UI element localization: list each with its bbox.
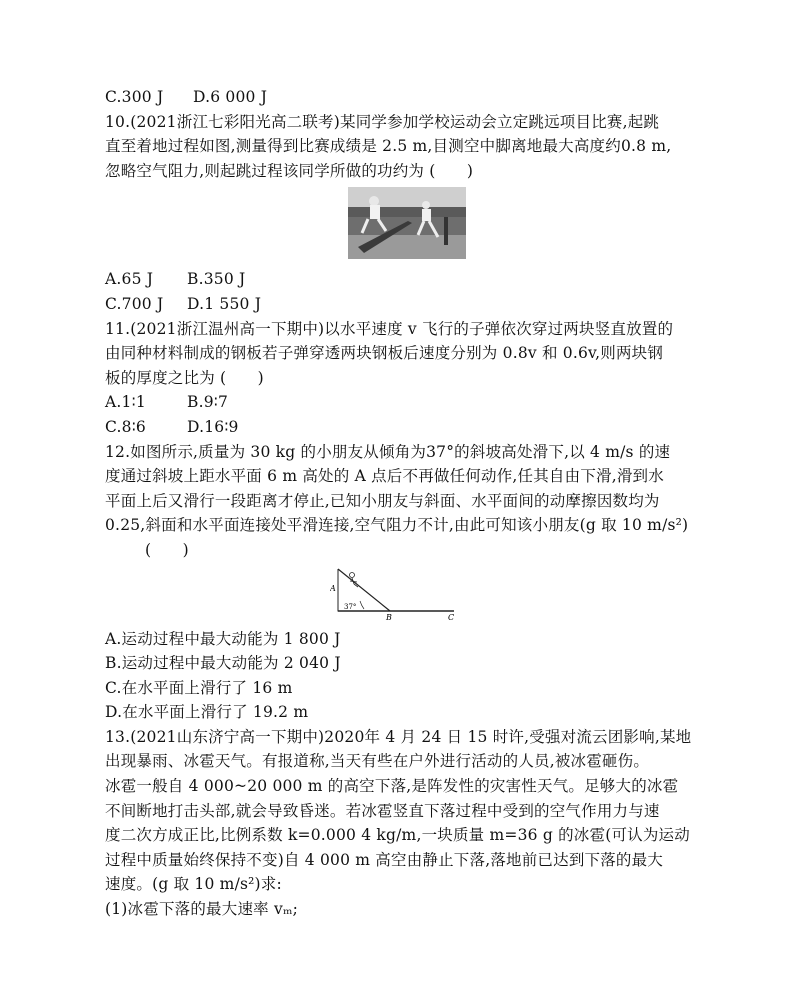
figure-label-angle: 37° — [344, 602, 357, 611]
q11-option-a: A.1∶1 — [105, 393, 146, 412]
q13-line-2: 出现暴雨、冰雹天气。有报道称,当天有些在户外进行活动的人员,被冰雹砸伤。 — [105, 752, 650, 771]
q12-answer-paren: ( ) — [145, 540, 189, 559]
q13-line-1: 13.(2021山东济宁高一下期中)2020年 4 月 24 日 15 时许,受强对流云团影响,某地 — [105, 727, 692, 746]
q12-option-b: B.运动过程中最大动能为 2 040 J — [105, 654, 341, 673]
q11-options-row2 — [105, 415, 705, 440]
figure-label-c: C — [448, 612, 455, 622]
q11-options-row1 — [105, 390, 705, 415]
q10-figure — [105, 183, 705, 267]
q12-option-c: C.在水平面上滑行了 16 m — [105, 678, 293, 697]
q12-figure — [105, 563, 705, 627]
q11-option-c: C.8∶6 — [105, 417, 146, 436]
q12-line-1: 12.如图所示,质量为 30 kg 的小朋友从倾角为37°的斜坡高处滑下,以 4 m/s 的速 — [105, 442, 671, 461]
q12-option-d: D.在水平面上滑行了 19.2 m — [105, 703, 309, 722]
q13-line-3: 冰雹一般自 4 000~20 000 m 的高空下落,是阵发性的灾害性天气。足够大的冰雹 — [105, 777, 679, 796]
q12-option-a: A.运动过程中最大动能为 1 800 J — [105, 629, 341, 648]
q11-line-3: 板的厚度之比为 ( ) — [105, 368, 264, 387]
q10-line-2: 直至着地过程如图,测量得到比赛成绩是 2.5 m,目测空中脚离地最大高度约0.8 m, — [105, 137, 672, 156]
q9-options — [105, 85, 705, 110]
question-13 — [105, 725, 705, 922]
q11-option-d: D.16∶9 — [187, 417, 239, 436]
question-11 — [105, 317, 705, 440]
q10-option-d: D.1 550 J — [187, 294, 262, 313]
q10-line-1: 10.(2021浙江七彩阳光高二联考)某同学参加学校运动会立定跳远项目比赛,起跳 — [105, 112, 660, 131]
q13-line-7: 速度。(g 取 10 m/s²)求: — [105, 875, 282, 894]
q13-subquestion-1: (1)冰雹下落的最大速率 vₘ; — [105, 900, 299, 919]
q10-options-row1 — [105, 267, 705, 292]
document-page — [105, 85, 705, 922]
q12-line-2: 度通过斜坡上距水平面 6 m 高处的 A 点后不再做任何动作,任其自由下滑,滑到水 — [105, 467, 664, 486]
q13-line-5: 度二次方成正比,比例系数 k=0.000 4 kg/m,一块质量 m=36 g 的冰雹(可认为运动 — [105, 826, 690, 845]
question-10 — [105, 110, 705, 317]
q12-line-3: 平面上后又滑行一段距离才停止,已知小朋友与斜面、水平面间的动摩擦因数均为 — [105, 491, 660, 510]
figure-label-a: A — [330, 583, 336, 593]
q9-option-d: D.6 000 J — [193, 88, 268, 106]
slope-diagram — [330, 565, 470, 623]
figure-label-b: B — [386, 612, 392, 622]
q10-option-b: B.350 J — [187, 270, 246, 289]
long-jump-photo — [348, 187, 466, 259]
q10-option-a: A.65 J — [105, 270, 154, 289]
q11-line-2: 由同种材料制成的钢板若子弹穿透两块钢板后速度分别为 0.8v 和 0.6v,则两块钢 — [105, 344, 664, 363]
q9-option-c: C.300 J — [105, 88, 164, 106]
q10-options-row2 — [105, 292, 705, 317]
q13-line-4: 不间断地打击头部,就会导致昏迷。若冰雹竖直下落过程中受到的空气作用力与速 — [105, 801, 660, 820]
q11-line-1: 11.(2021浙江温州高一下期中)以水平速度 v 飞行的子弹依次穿过两块竖直放置的 — [105, 319, 674, 338]
q10-line-3: 忽略空气阻力,则起跳过程该同学所做的功约为 ( ) — [105, 161, 474, 180]
q10-option-c: C.700 J — [105, 294, 164, 313]
q11-option-b: B.9∶7 — [187, 393, 229, 412]
question-12 — [105, 440, 705, 725]
q13-line-6: 过程中质量始终保持不变)自 4 000 m 高空由静止下落,落地前已达到下落的最大 — [105, 850, 664, 869]
q12-line-4: 0.25,斜面和水平面连接处平滑连接,空气阻力不计,由此可知该小朋友(g 取 10 m/s²) — [105, 516, 689, 535]
